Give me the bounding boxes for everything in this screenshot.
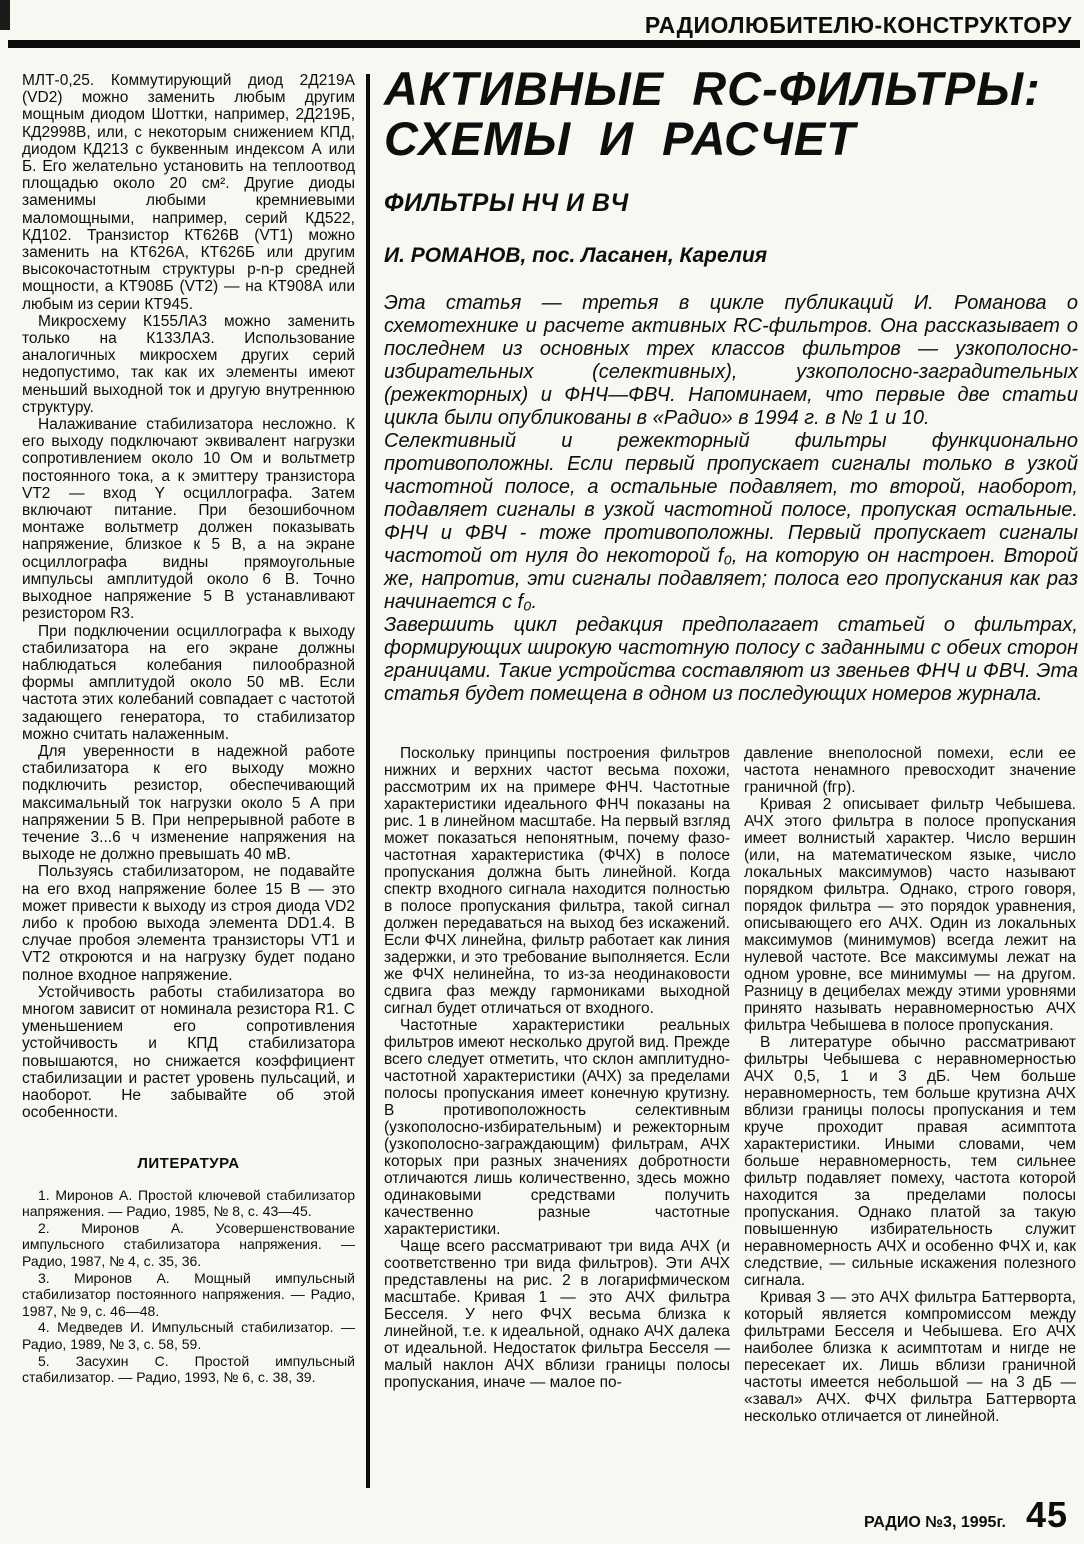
literature-item: 1. Миронов А. Простой ключевой стабилизатор напряжения. — Радио, 1985, № 8, с. 43—45. [22,1186,355,1220]
scan-artifact [0,0,10,30]
left-column-paragraph: Для уверенности в надежной работе стабилизатора к его выходу можно подключить резистор, обеспечивающий максимальный ток нагрузки около 5 А при напряжении 5 В. При непрерывной работе в течение 3...6 ч изменение напряжения на выходе не должно превышать 40 мВ. [22,742,355,864]
body-paragraph: Чаще всего рассматривают три вида АЧХ (и соответственно три вида фильтров). Эти АЧХ представлены на рис. 2 в логарифмическом масштабе. Кривая 1 — это АЧХ фильтра Бесселя. У него ФЧХ весьма близка к линейной, т.е. к идеальной, однако АЧХ далека от идеальной. Недостаток фильтра Бесселя — малый наклон АЧХ вблизи границы полосы пропускания, иначе — малое по- [384,1238,730,1391]
left-column-paragraph: Микросхему К155ЛА3 можно заменить только на К133ЛА3. Использование аналогичных микросхем других серий недопустимо, так как их элементы имеют меньший выходной ток и другую внутреннюю структуру. [22,312,355,416]
body-paragraph: В литературе обычно рассматривают фильтры Чебышева с неравномерностью АЧХ 0,5, 1 и 3 дБ. Чем больше неравномерность, тем больше крутизна АЧХ вблизи границы полосы пропускания и тем круче проходит правая асимптота характеристики. Иными словами, чем больше неравномерность, тем сильнее фильтр подавляет помеху, частота которой находится за пределами полосы пропускания. Однако платой за такую повышенную избирательность служит неравномерность АЧХ и особенно ФЧХ и, как следствие, — сильные искажения полезного сигнала. [744,1034,1076,1289]
article-author: И. РОМАНОВ, пос. Ласанен, Карелия [384,243,768,267]
left-column-paragraph: При подключении осциллографа к выходу стабилизатора на его экране должны наблюдаться колебания пилообразной формы амплитудой около 50 мВ. Если частота этих колебаний совпадает с частотой задающего генератора, то стабилизатор можно считать налаженным. [22,622,355,743]
left-column-paragraph: Устойчивость работы стабилизатора во многом зависит от номинала резистора R1. С уменьшением его сопротивления устойчивость и КПД стабилизатора повышаются, но снижается коэффициент стабилизации и растет уровень пульсаций, и наоборот. Не забывайте об этой особенности. [22,983,355,1122]
article-subtitle: ФИЛЬТРЫ НЧ И ВЧ [384,188,629,217]
journal-issue-label: РАДИО №3, 1995г. [864,1514,1006,1531]
page-number: 45 [1025,1494,1068,1535]
literature-item: 5. Засухин С. Простой импульсный стабилизатор. — Радио, 1993, № 6, с. 38, 39. [22,1352,355,1386]
left-column-paragraph: МЛТ-0,25. Коммутирующий диод 2Д219А (VD2) можно заменить любым другим мощным диодом Шоттки, например, 2Д219Б, КД2998В, или, с некоторым снижением КПД, диодом КД213 с буквенным индексом А или Б. Его желательно установить на теплоотвод площадью около 20 см². Другие диоды заменимы любыми кремниевыми маломощными, например, серий КД522, КД102. Транзистор КТ626В (VT1) можно заменить на КТ626А, КТ626Б или другим высокочастотным структуры p-n-p средней мощности, а КТ908Б (VT2) — на КТ908А или любым из серии КТ945. [22,72,355,313]
rubric-rule [8,40,1080,48]
left-column-paragraph: Налаживание стабилизатора несложно. К его выходу подключают эквивалент нагрузки сопротивлением около 10 Ом и вольтметр постоянного тока, а к эмиттеру транзистора VT2 — вход Y осциллографа. Затем включают питание. При безошибочном монтаже вольтметр должен показывать напряжение, близкое к 5 В, а на экране осциллографа видны прямоугольные импульсы амплитудой около 6 В. Точно выходное напряжение 5 В устанавливают резистором R3. [22,416,355,623]
left-column-paragraph: Пользуясь стабилизатором, не подавайте на его вход напряжение более 15 В — это может привести к выходу из строя диода VD2 либо к пробою выхода элемента DD1.4. В случае пробоя элемента транзисторы VT1 и VT2 откроются и на нагрузку будет подано полное входное напряжение. [22,863,355,984]
lead-paragraph: Селективный и режекторный фильтры функционально противоположны. Если первый пропускает сигналы только в узкой частотной полосе, а остальные подавляет, то второй, наоборот, подавляет сигналы в узкой частотной полосе, пропуская остальные. ФНЧ и ФВЧ - тоже противоположны. Первый пропускает сигналы частотой от нуля до некоторой f₀, на которую он настроен. Второй же, напротив, эти сигналы подавляет; полоса его пропускания как раз начинается с f₀. [384,429,1078,613]
literature-item: 2. Миронов А. Усовершенствование импульсного стабилизатора напряжения. — Радио, 1987, № 4, с. 35, 36. [22,1219,355,1269]
literature-list [22,1187,355,1386]
left-column-paragraphs [22,72,355,1121]
rubric-header: РАДИОЛЮБИТЕЛЮ-КОНСТРУКТОРУ [644,12,1072,38]
page-footer [864,1494,1068,1536]
article-body-column-2 [744,745,1076,1425]
article-head [384,64,1078,706]
article-title [384,64,1078,165]
lead-paragraph: Завершить цикл редакция предполагает статьей о фильтрах, формирующих широкую частотную полосу с заданными с обеих сторон границами. Такие устройства составляют из звеньев ФНЧ и ФВЧ. Эта статья будет помещена в одном из последующих номеров журнала. [384,613,1078,705]
lead-paragraph: Эта статья — третья в цикле публикаций И. Романова о схемотехнике и расчете активных RC-фильтров. Она рассказывает о последнем из основных трех классов фильтров — узкополосно-избирательных (селективных), узкополосно-заградительных (режекторных) и ФНЧ—ФВЧ. Напоминаем, что первые две статьи цикла были опубликованы в «Радио» в 1994 г. в № 1 и 10. [384,291,1078,429]
body-paragraph: Кривая 2 описывает фильтр Чебышева. АЧХ этого фильтра в полосе пропускания имеет волнистый характер. Число вершин (или, на математическом языке, число локальных максимумов) часто называют порядком фильтра. Однако, строго говоря, порядок фильтра — это порядок уравнения, описывающего его АЧХ. Один из локальных максимумов (минимумов) всегда лежит на нулевой частоте. Все максимумы лежат на одном уровне, все минимумы — на другом. Разницу в децибелах между этими уровнями принято называть неравномерностью АЧХ фильтра Чебышева в полосе пропускания. [744,796,1076,1034]
article-title-line1: АКТИВНЫЕ RC-ФИЛЬТРЫ: [384,62,1041,115]
body-paragraph: Поскольку принципы построения фильтров нижних и верхних частот весьма похожи, рассмотрим их на примере ФНЧ. Частотные характеристики идеального ФНЧ показаны на рис. 1 в линейном масштабе. На первый взгляд может показаться непонятным, почему фазо-частотная характеристика (ФЧХ) в полосе пропускания должна быть линейной. Когда спектр входного сигнала находится полностью в полосе пропускания фильтра, такой сигнал должен передаваться на выход без искажений. Если ФЧХ линейна, фильтр работает как линия задержки, и это требование выполняется. Если же ФЧХ нелинейна, то из-за неодинаковости сдвига фаз между гармониками выходной сигнал будет отличаться от входного. [384,745,730,1017]
literature-heading: ЛИТЕРАТУРА [137,1155,240,1173]
literature-item: 4. Медведев И. Импульсный стабилизатор. — Радио, 1989, № 3, с. 58, 59. [22,1319,355,1352]
article-body-column-1 [384,745,730,1391]
article-title-line2: СХЕМЫ И РАСЧЕТ [384,112,856,166]
article-lead [384,292,1078,706]
body-paragraph: Частотные характеристики реальных фильтров имеют несколько другой вид. Прежде всего следует отметить, что склон амплитудно-частотной характеристики (АЧХ) за пределами полосы пропускания имеет конечную крутизну. В противоположность селективным (узкополосно-избирательным) и режекторным (узкополосно-заграждающим) фильтрам, АЧХ которых при разных значениях добротности отличаются лишь количественно, здесь можно одинаковыми средствами получить качественно разные частотные характеристики. [384,1017,730,1238]
left-column [22,72,355,1386]
body-paragraph: давление внеполосной помехи, если ее частота ненамного превосходит значение граничной (fгр). [744,745,1076,796]
body-paragraph: Кривая 3 — это АЧХ фильтра Баттерворта, который является компромиссом между фильтрами Бесселя и Чебышева. Его АЧХ наиболее близка к асимптотам и нигде не пересекает их. Лишь вблизи граничной частоты имеется небольшой — на 3 дБ — «завал» АЧХ. ФЧХ фильтра Баттерворта несколько отличается от линейной. [744,1289,1076,1425]
literature-item: 3. Миронов А. Мощный импульсный стабилизатор постоянного напряжения. — Радио, 1987, № 9, с. 46—48. [22,1269,355,1319]
column-divider [366,74,370,1488]
